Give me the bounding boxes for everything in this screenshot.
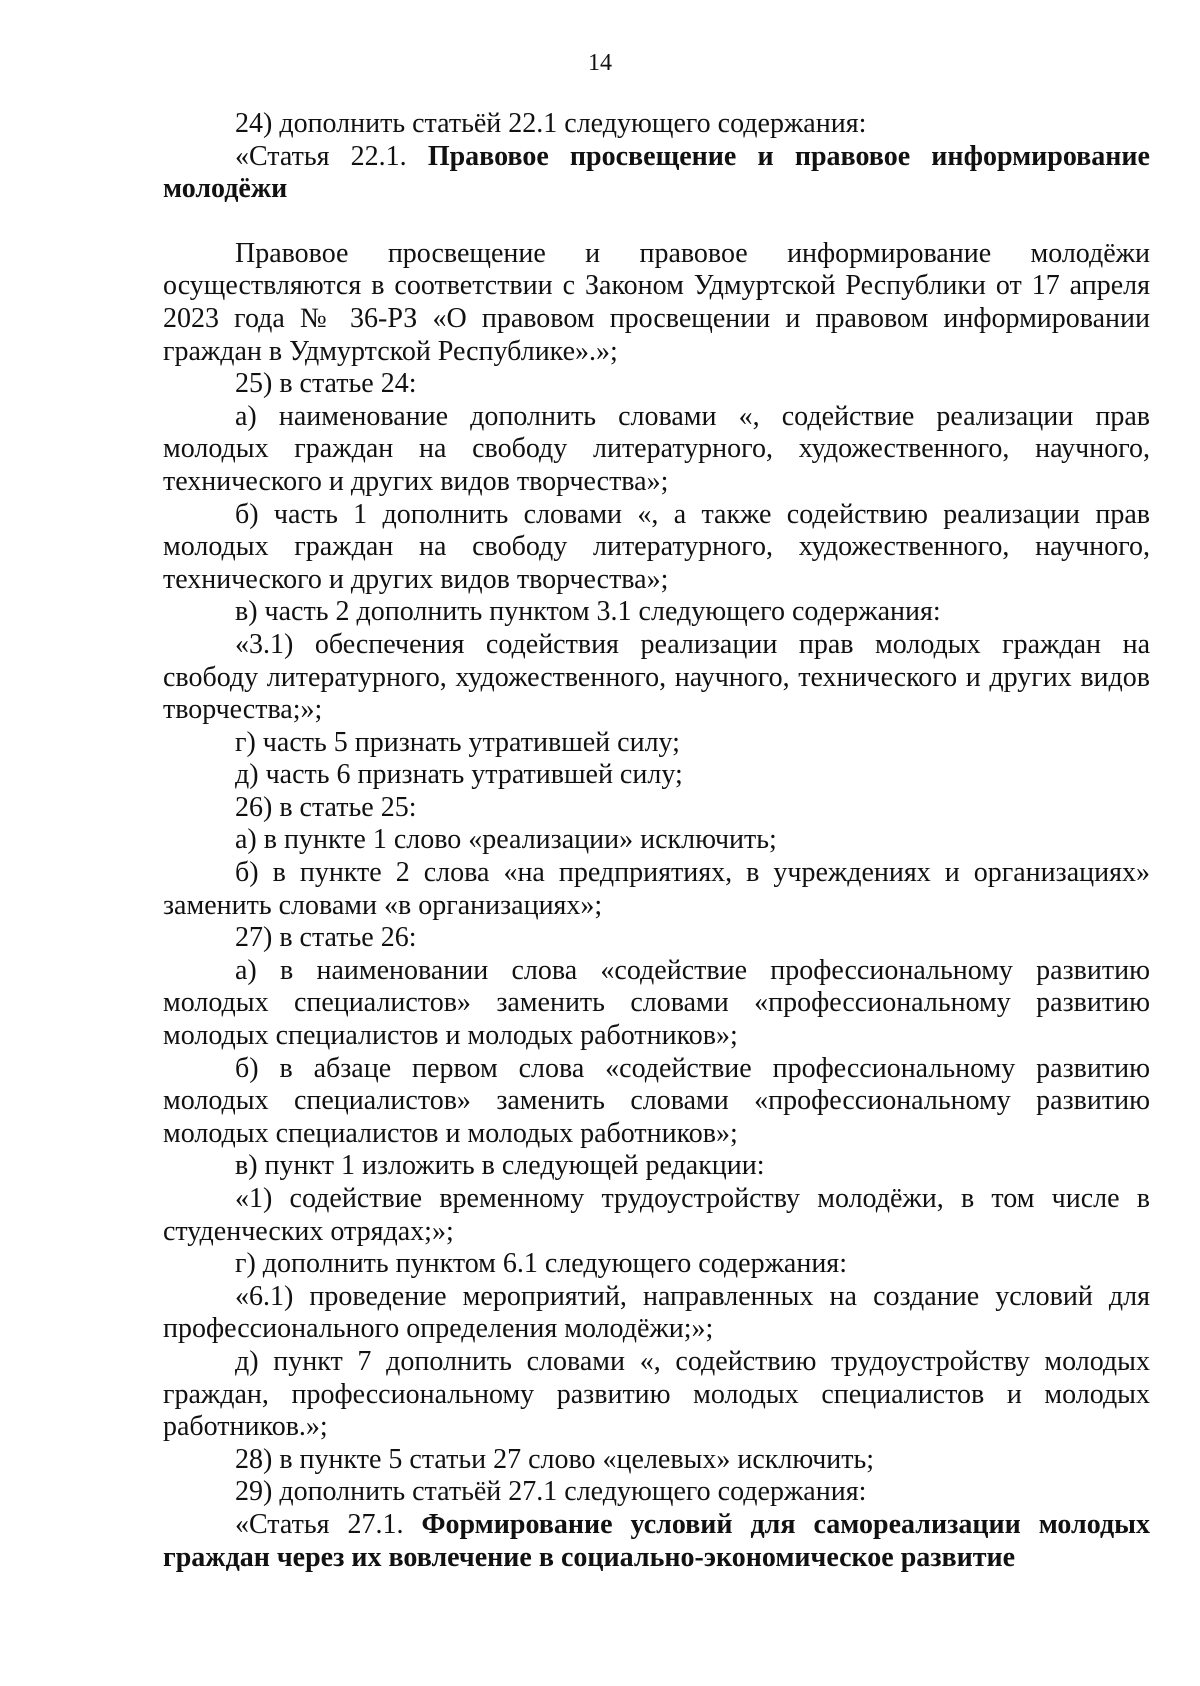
item-25-v: в) часть 2 дополнить пунктом 3.1 следующего содержания:	[235, 596, 941, 628]
item-25-a: а) наименование дополнить словами «, содействие реализации прав молодых граждан на свободу литературного, художественного, научного, технического и других видов творчества»;	[163, 400, 1150, 497]
article-27-1-number: «Статья 27.1.	[235, 1508, 422, 1540]
item-27-d: д) пункт 7 дополнить словами «, содействию трудоустройству молодых граждан, профессиональному развитию молодых специалистов и молодых работников.»;	[163, 1345, 1150, 1443]
article-27-1-title: Формирование условий для самореализации молодых граждан через их вовлечение в социально-экономическое развитие	[163, 1508, 1150, 1573]
article-22-1-body: Правовое просвещение и правовое информирование молодёжи осуществляются в соответствии с Законом Удмуртской Республики от 17 апреля 2023 года № 36-РЗ «О правовом просвещении и правовом информировании граждан в Удмуртской Республике».»;	[163, 237, 1150, 367]
item-29: 29) дополнить статьёй 27.1 следующего содержания:	[235, 1476, 867, 1508]
item-27-g: г) дополнить пунктом 6.1 следующего содержания:	[235, 1248, 847, 1280]
item-27: 27) в статье 26:	[235, 922, 417, 954]
item-26: 26) в статье 25:	[235, 791, 417, 823]
item-27-v-text: «1) содействие временному трудоустройству молодёжи, в том числе в студенческих отрядах;»;	[163, 1183, 1150, 1247]
item-25-b: б) часть 1 дополнить словами «, а также содействию реализации прав молодых граждан на свободу литературного, художественного, научного, технического и других видов творчества»;	[163, 498, 1150, 595]
article-22-1-heading	[163, 141, 1150, 206]
blank-line	[163, 206, 1150, 238]
article-27-1-heading	[163, 1509, 1150, 1574]
article-22-1-title: Правовое просвещение и правовое информирование молодёжи	[163, 140, 1150, 205]
item-26-b: б) в пункте 2 слова «на предприятиях, в учреждениях и организациях» заменить словами «в организациях»;	[163, 857, 1150, 921]
document-body	[163, 108, 1150, 1574]
item-28: 28) в пункте 5 статьи 27 слово «целевых» исключить;	[235, 1443, 875, 1475]
item-25-v-text: «3.1) обеспечения содействия реализации прав молодых граждан на свободу литературного, художественного, научного, технического и других видов творчества;»;	[163, 628, 1150, 726]
page-number: 14	[588, 50, 612, 76]
item-24: 24) дополнить статьёй 22.1 следующего содержания:	[235, 108, 867, 139]
item-27-g-text: «6.1) проведение мероприятий, направленных на создание условий для профессионального определения молодёжи;»;	[163, 1280, 1150, 1345]
item-25: 25) в статье 24:	[235, 368, 417, 400]
item-25-g: г) часть 5 признать утратившей силу;	[235, 726, 680, 758]
item-26-a: а) в пункте 1 слово «реализации» исключить;	[235, 824, 777, 856]
article-22-1-number: «Статья 22.1.	[235, 140, 428, 172]
item-27-a: а) в наименовании слова «содействие профессиональному развитию молодых специалистов» заменить словами «профессиональному развитию молодых специалистов и молодых работников»;	[163, 954, 1150, 1052]
item-27-v: в) пункт 1 изложить в следующей редакции:	[235, 1150, 765, 1182]
item-27-b: б) в абзаце первом слова «содействие профессиональному развитию молодых специалистов» заменить словами «профессиональному развитию молодых специалистов и молодых работников»;	[163, 1052, 1150, 1149]
item-25-d: д) часть 6 признать утратившей силу;	[235, 759, 683, 791]
